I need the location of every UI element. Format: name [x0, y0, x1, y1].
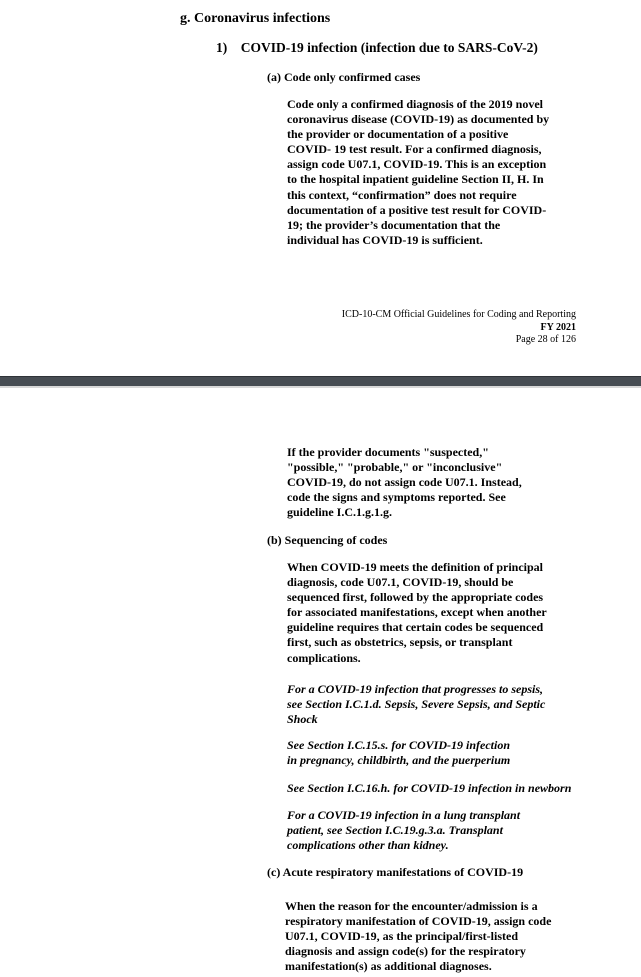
text-line: first, such as obstetrics, sepsis, or transplant [287, 635, 513, 650]
text-line: COVID- 19 test result. For a confirmed diagnosis, [287, 142, 542, 157]
text-line: documentation of a positive test result for COVID- [287, 202, 547, 217]
text-line: respiratory manifestation of COVID-19, assign code [285, 914, 552, 929]
item-c-heading: (c) Acute respiratory manifestations of COVID-19 [267, 865, 524, 879]
section-heading: g. Coronavirus infections [180, 11, 331, 26]
text-line: the provider or documentation of a positive [287, 127, 509, 142]
text-line: When the reason for the encounter/admission is a [285, 899, 538, 913]
text-line: See Section I.C.16.h. for COVID-19 infection in newborn [287, 781, 572, 795]
text-line: diagnosis and assign code(s) for the respiratory [285, 944, 526, 959]
page-separator [0, 376, 641, 386]
text-line: in pregnancy, childbirth, and the puerperium [287, 753, 511, 768]
text-line: manifestation(s) as additional diagnoses. [285, 959, 492, 974]
text-line: this context, “confirmation” does not require [287, 187, 517, 202]
item-b-paragraph [287, 560, 547, 666]
text-line: for associated manifestations, except when another [287, 605, 547, 620]
text-line: complications. [287, 650, 361, 665]
text-line: See Section I.C.15.s. for COVID-19 infection [287, 738, 511, 752]
text-line: guideline I.C.1.g.1.g. [287, 505, 393, 520]
note-newborn [287, 781, 571, 796]
text-line: For a COVID-19 infection that progresses to sepsis, [287, 682, 544, 696]
note-pregnancy [287, 738, 510, 768]
text-line: to the hospital inpatient guideline Section II, H. In [287, 172, 544, 187]
note-sepsis [287, 682, 545, 727]
page-separator-shadow [0, 386, 641, 388]
text-line: individual has COVID-19 is sufficient. [287, 232, 483, 247]
text-line: Code only a confirmed diagnosis of the 2019 novel [287, 97, 544, 111]
footer-page-number: Page 28 of 126 [515, 334, 576, 345]
text-line: diagnosis, code U07.1, COVID-19, should be [287, 575, 514, 590]
footer-year: FY 2021 [540, 321, 576, 333]
text-line: COVID-19, do not assign code U07.1. Instead, [287, 475, 522, 490]
text-line: For a COVID-19 infection in a lung transplant [287, 808, 521, 822]
note-lung-transplant [287, 808, 520, 853]
subsection-heading: 1) COVID-19 infection (infection due to SARS-CoV-2) [216, 40, 538, 55]
text-line: "possible," "probable," or "inconclusive" [287, 460, 503, 475]
item-b-heading: (b) Sequencing of codes [267, 533, 388, 547]
text-line: code the signs and symptoms reported. See [287, 490, 506, 505]
item-a-paragraph [287, 97, 549, 248]
text-line: U07.1, COVID-19, as the principal/first-listed [285, 929, 518, 944]
text-line: 19; the provider’s documentation that the [287, 217, 501, 232]
text-line: Shock [287, 712, 318, 727]
item-a-heading: (a) Code only confirmed cases [267, 70, 421, 84]
text-line: assign code U07.1, COVID-19. This is an exception [287, 157, 547, 172]
text-line: sequenced first, followed by the appropriate codes [287, 590, 544, 605]
text-line: If the provider documents "suspected," [287, 445, 489, 459]
page-footer [342, 309, 576, 347]
footer-title: ICD-10-CM Official Guidelines for Coding and Reporting [341, 309, 576, 320]
item-c-paragraph [285, 899, 551, 974]
text-line: When COVID-19 meets the definition of principal [287, 560, 543, 574]
text-line: guideline requires that certain codes be sequenced [287, 620, 544, 635]
text-line: coronavirus disease (COVID-19) as documented by [287, 112, 550, 127]
text-line: complications other than kidney. [287, 838, 449, 853]
continuation-paragraph [287, 445, 522, 520]
text-line: patient, see Section I.C.19.g.3.a. Transplant [287, 823, 503, 838]
text-line: see Section I.C.1.d. Sepsis, Severe Sepsis, and Septic [287, 697, 546, 712]
